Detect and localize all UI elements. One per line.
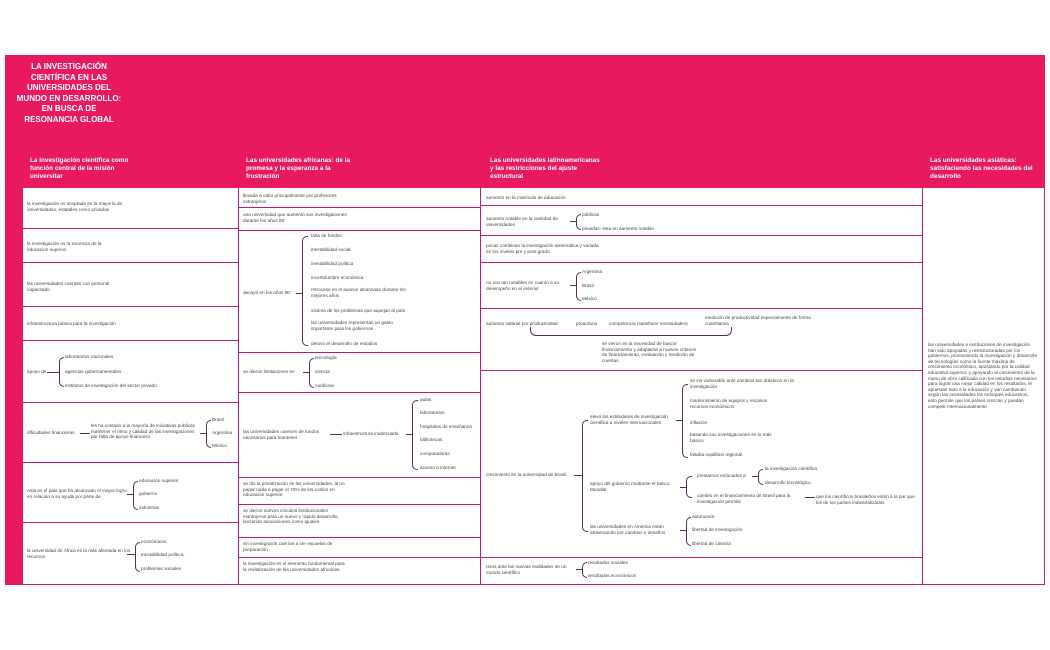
node-text: no son tan notables en cuanto a su desempeño en el exterior bbox=[486, 280, 559, 291]
node-text: faltaba equilibrio regional bbox=[690, 452, 743, 457]
bottom-border bbox=[23, 584, 1045, 585]
node-text: aumento salarial por productividad bbox=[486, 321, 558, 326]
node-text: prestamos enfocados a bbox=[697, 473, 746, 478]
node-text: la investigación es el elemento fundamental para la revitalización de las universidades africanas. bbox=[243, 561, 345, 572]
node-text: laboratorios bbox=[420, 410, 445, 415]
node-text: pocas combinan la investigación sistemática y variada en los niveles pre y post grado bbox=[486, 243, 599, 254]
node-text: la universidad de África es la más afectada en los recursos bbox=[27, 548, 131, 559]
row-divider bbox=[239, 557, 480, 558]
row-divider bbox=[23, 462, 238, 463]
row-divider bbox=[481, 262, 922, 263]
node-text: competencia (satisfacer necesidades) bbox=[609, 321, 688, 326]
node-text: aumento en la matrícula de educación bbox=[486, 195, 566, 200]
connector bbox=[805, 497, 815, 498]
node-text: México bbox=[582, 296, 597, 301]
node-text: apoyo de bbox=[27, 369, 47, 374]
bracket bbox=[582, 562, 587, 578]
node-text: basando sus investigaciones en lo más básico bbox=[690, 432, 772, 443]
node-text: Argentina bbox=[582, 269, 603, 274]
bracket bbox=[530, 327, 732, 336]
node-text: medición de productividad especialmente de forma cuantitativa bbox=[705, 315, 811, 326]
node-text: medicina bbox=[315, 383, 334, 388]
bracket bbox=[576, 272, 581, 301]
column-header-3: Las universidades latinoamericanas y las restricciones del ajuste estructural bbox=[490, 157, 600, 180]
row-divider bbox=[481, 370, 922, 371]
node-text: México bbox=[212, 443, 227, 448]
node-text: agencias gubernamentales bbox=[65, 369, 122, 374]
bracket bbox=[686, 517, 691, 546]
node-text: libertad de investigación bbox=[692, 527, 743, 532]
row-divider bbox=[23, 262, 238, 263]
node-text: sin investigación caerían a ser escuelas de preparación bbox=[243, 541, 333, 552]
bracket bbox=[59, 357, 64, 387]
node-text: elevó los estándares de investigación científica a niveles internacionales bbox=[590, 414, 668, 425]
node-text: aulas, bbox=[420, 397, 433, 402]
node-text: la investigación es aceptada en la mayoría de universidades, estatales como privadas bbox=[27, 201, 123, 212]
node-text: las universidades carecen de fondos necesarios para mantener bbox=[243, 429, 320, 440]
node-text: retroceso en el avance alcanzado durante los mejores años bbox=[311, 287, 406, 298]
bracket bbox=[412, 400, 418, 470]
node-text: tecnología bbox=[315, 355, 337, 360]
row-divider bbox=[23, 402, 238, 403]
node-text: las universidades e instituciones de investigación han sido apoyadas y reestructuradas por los gobiernos, promoviendo la investigación y desarrollo de tecnologías como la fuente máxima de crecimiento económico, apostando por la calidad educativa superior, y apoyando al crecimiento de la mano de obra calificada con los estudios necesarios para lograr una mejor calidad en los resultados, le apuestan todo a la educación y van cambiando según las necesidades los enfoques educativos, esto permite que los países crezcan y puedan competir internacionalmente bbox=[928, 342, 1038, 409]
row-divider bbox=[239, 207, 480, 208]
column-divider bbox=[1044, 188, 1045, 585]
connector bbox=[574, 475, 582, 476]
row-divider bbox=[239, 504, 480, 505]
row-divider bbox=[481, 235, 922, 236]
node-text: la investigación científica bbox=[765, 466, 817, 471]
node-text: industrias bbox=[139, 505, 160, 510]
node-text: una universidad que aumentó sus investigaciones durante los años 80' bbox=[243, 212, 347, 223]
node-text: infraestructura inadecuada bbox=[343, 431, 399, 436]
node-text: laboratorios nacionales bbox=[65, 354, 114, 359]
row-divider bbox=[239, 352, 480, 353]
node-text: retos ante las nuevas realidades de un mundo científico bbox=[486, 564, 567, 575]
node-text: inestabilidad política bbox=[311, 261, 354, 266]
node-text: se dieron nuevos vínculos institucionales extranjeros para un nuevo y rápido desarrollo, lanzando asociaciones como iguales bbox=[243, 508, 339, 525]
node-text: crecimiento en la universidad de Brasil bbox=[486, 472, 567, 477]
node-text: detuvo el desarrollo de estudios bbox=[311, 341, 378, 346]
column-divider bbox=[480, 188, 481, 585]
connector bbox=[80, 433, 90, 434]
row-divider bbox=[23, 340, 238, 341]
node-text: computadoras bbox=[420, 451, 450, 456]
node-text: incertidumbre económica bbox=[311, 275, 364, 280]
node-text: las universidades en América están atravesando por cambios y desafíos bbox=[590, 524, 666, 535]
connector bbox=[330, 434, 342, 435]
map-title: LA INVESTIGACIÓN CIENTÍFICA EN LAS UNIVERSIDADES DEL MUNDO EN DESARROLLO: EN BUSCA DE RESONANCIA GLOBAL bbox=[16, 62, 122, 124]
bracket bbox=[686, 476, 692, 498]
column-divider bbox=[922, 188, 923, 585]
row-divider bbox=[239, 477, 480, 478]
row-divider bbox=[239, 392, 480, 393]
node-text: que los científicos brasileños estén a la par que los de los países industrializados bbox=[816, 494, 915, 505]
node-text: hospitales de enseñanza bbox=[420, 424, 472, 429]
bracket bbox=[758, 469, 763, 485]
node-text: se vio vulnerable ante cambios tan drásticos en la investigación bbox=[690, 378, 794, 389]
node-text: les ha costado a la mayoría de iniciativas publicas mantener el ritmo y calidad de las investigaciones por falta de apoyo financiero bbox=[91, 423, 195, 440]
row-divider bbox=[481, 557, 922, 558]
row-divider bbox=[481, 205, 922, 206]
bracket bbox=[576, 214, 581, 230]
node-text: Brasil bbox=[582, 283, 594, 288]
node-text: Argentina bbox=[212, 430, 233, 435]
node-text: acceso a internet bbox=[420, 465, 456, 470]
bracket bbox=[206, 420, 211, 448]
node-text: Asia es el país que ha alcanzado el mayor logro en relación a su ayuda por parte de bbox=[27, 488, 127, 499]
node-text: gobierno bbox=[139, 491, 158, 496]
row-divider bbox=[23, 306, 238, 307]
node-text: institutos de investigación del sector privado bbox=[65, 383, 157, 388]
node-text: resultados económicos bbox=[588, 573, 636, 578]
node-text: privadas: ésta en aumento notable bbox=[582, 226, 654, 231]
row-divider bbox=[239, 230, 480, 231]
node-text: infraestructura básica para la investigación bbox=[27, 321, 116, 326]
node-text: problemas sociales bbox=[141, 566, 182, 571]
row-divider bbox=[239, 537, 480, 538]
node-text: inestabilidad social bbox=[311, 247, 351, 252]
bracket bbox=[302, 236, 308, 346]
node-text: Brasil bbox=[212, 417, 224, 422]
bracket bbox=[309, 358, 314, 388]
node-text: la investigación es la escencia de la educacion superos bbox=[27, 241, 102, 252]
node-text: aumento notable en la cantidad de universidades bbox=[486, 216, 558, 227]
node-text: falta de fondos bbox=[311, 233, 342, 238]
node-text: decayó en los años 90' bbox=[243, 290, 291, 295]
node-text: educación superior bbox=[139, 478, 179, 483]
connector bbox=[127, 554, 135, 555]
bracket bbox=[135, 542, 140, 572]
connector bbox=[47, 372, 59, 373]
bracket bbox=[582, 420, 588, 532]
node-text: públicas bbox=[582, 212, 600, 217]
row-divider bbox=[481, 308, 922, 309]
node-text: resultados sociales bbox=[588, 560, 628, 565]
node-text: llevada a cabo principalmente por profesores extranjeros bbox=[243, 193, 337, 204]
bracket bbox=[682, 384, 688, 458]
node-text: mantenimiento de equipos y escasos recursos económicos bbox=[690, 398, 768, 409]
header-bar bbox=[5, 55, 1045, 150]
node-text: proactivos bbox=[576, 321, 598, 326]
node-text: las universidades cuentan con personal capacitado bbox=[27, 281, 110, 292]
row-divider bbox=[23, 522, 238, 523]
node-text: dificultades financieras bbox=[27, 430, 75, 435]
node-text: libertad de cátedra bbox=[692, 541, 731, 546]
node-text: cambio en el financiamiento de Brasil para la investigación permite bbox=[697, 493, 791, 504]
row-divider bbox=[23, 228, 238, 229]
node-text: inflación bbox=[690, 420, 708, 425]
node-text: se dieron limitaciones en bbox=[243, 369, 295, 374]
node-text: económicos, bbox=[141, 539, 168, 544]
node-text: autonomía bbox=[692, 514, 715, 519]
left-accent-bar bbox=[5, 150, 23, 585]
node-text: apoyo del gobierno mediante el banco Mundial bbox=[590, 481, 670, 492]
node-text: se dio la privatización de las universidades, al no pagar nada a pagar el 70% de los costos en educación superior bbox=[243, 481, 345, 498]
node-text: víctima de los problemas que aquejan al país bbox=[311, 308, 406, 313]
node-text: desarrollo tecnológico bbox=[765, 480, 811, 485]
node-text: bibliotecas bbox=[420, 437, 443, 442]
column-header-2: Las universidades africanas: de la promesa y la esperanza a la frustración bbox=[246, 157, 351, 180]
bracket bbox=[133, 481, 138, 510]
node-text: las universidades representan un gasto importante para los gobiernos bbox=[311, 320, 393, 331]
node-text: inestabilidad política, bbox=[141, 552, 185, 557]
node-text: ciencia bbox=[315, 369, 330, 374]
column-header-4: Las universidades asiáticas: satisfaciendo las necesidades del desarrollo bbox=[930, 157, 1033, 180]
column-header-1: La investigación científica como función central de la misión universitar bbox=[30, 157, 129, 180]
column-divider bbox=[238, 188, 239, 585]
node-text: se vieron en la necesidad de buscar financiamiento y adaptarse a nuevos criterios de financiamiento, evaluación y rendición de cuentas bbox=[602, 341, 697, 363]
